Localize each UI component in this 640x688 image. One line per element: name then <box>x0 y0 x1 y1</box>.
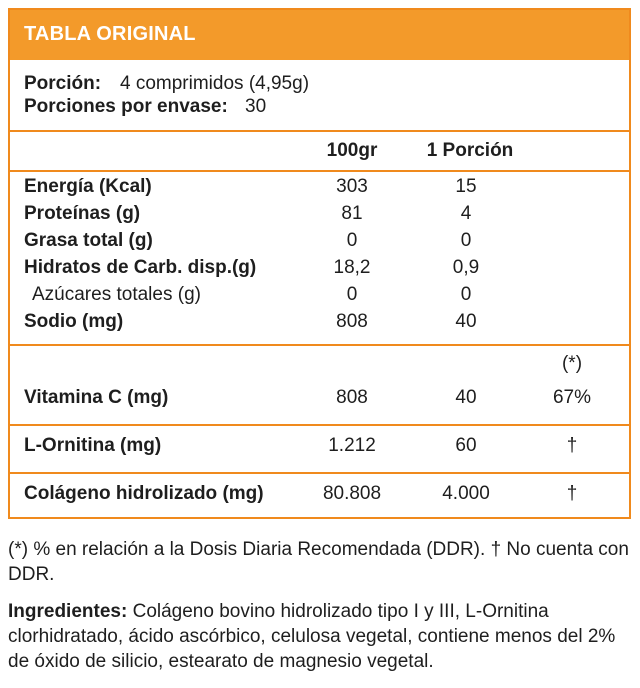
ingredients-label: Ingredientes: <box>8 601 128 622</box>
nutrient-label: Proteínas (g) <box>24 203 141 224</box>
vitamin-c-value-100gr: 808 <box>336 387 368 408</box>
ornitina-label: L-Ornitina (mg) <box>24 435 162 456</box>
table-header-bar <box>10 10 629 60</box>
nutrient-value-portion: 40 <box>455 311 477 332</box>
divider <box>10 424 629 426</box>
nutrient-label: Grasa total (g) <box>24 230 153 251</box>
column-header-100gr: 100gr <box>326 140 378 161</box>
portion-value: 4 comprimidos (4,95g) <box>120 73 310 94</box>
nutrient-value-100gr: 81 <box>341 203 363 224</box>
ingredients <box>8 599 632 674</box>
nutrient-value-100gr: 0 <box>346 230 358 251</box>
nutrient-value-portion: 0 <box>460 230 472 251</box>
nutrient-label: Hidratos de Carb. disp.(g) <box>24 257 257 278</box>
per-container-label: Porciones por envase: <box>24 96 228 117</box>
divider <box>10 344 629 346</box>
nutrient-value-portion: 0,9 <box>452 257 480 278</box>
nutrient-value-100gr: 18,2 <box>333 257 371 278</box>
footnote: (*) % en relación a la Dosis Diaria Recomendada (DDR). † No cuenta con DDR. <box>8 539 629 585</box>
nutrition-table <box>8 8 631 519</box>
nutrient-label: Energía (Kcal) <box>24 176 152 197</box>
vitamin-c-ddr: 67% <box>552 387 592 408</box>
vitamin-c-label: Vitamina C (mg) <box>24 387 169 408</box>
colageno-value-100gr: 80.808 <box>322 483 382 504</box>
ornitina-value-portion: 60 <box>455 435 477 456</box>
vitamin-c-value-portion: 40 <box>455 387 477 408</box>
colageno-ddr: † <box>566 483 578 504</box>
table-title: TABLA ORIGINAL <box>24 23 196 45</box>
ornitina-value-100gr: 1.212 <box>328 435 376 456</box>
nutrient-value-portion: 4 <box>460 203 472 224</box>
nutrient-value-portion: 15 <box>455 176 477 197</box>
column-header-portion: 1 Porción <box>426 140 514 161</box>
portion-label: Porción: <box>24 73 102 94</box>
ddr-header: (*) <box>561 353 583 374</box>
nutrient-label-sub: Azúcares totales (g) <box>32 284 201 305</box>
ornitina-ddr: † <box>566 435 578 456</box>
divider <box>10 472 629 474</box>
per-container-value: 30 <box>245 96 267 117</box>
nutrient-value-100gr: 808 <box>336 311 368 332</box>
nutrient-value-100gr: 0 <box>346 284 358 305</box>
nutrient-label: Sodio (mg) <box>24 311 124 332</box>
divider <box>10 130 629 132</box>
colageno-value-portion: 4.000 <box>442 483 490 504</box>
nutrient-value-portion: 0 <box>460 284 472 305</box>
ingredients-text: Colágeno bovino hidrolizado tipo I y III, L-Ornitina clorhidratado, ácido ascórbico, celulosa vegetal, contiene menos del 2% de óxido de silicio, estearato de magnesio vegetal. <box>8 601 616 672</box>
colageno-label: Colágeno hidrolizado (mg) <box>24 483 264 504</box>
divider <box>10 170 629 172</box>
nutrient-value-100gr: 303 <box>336 176 368 197</box>
